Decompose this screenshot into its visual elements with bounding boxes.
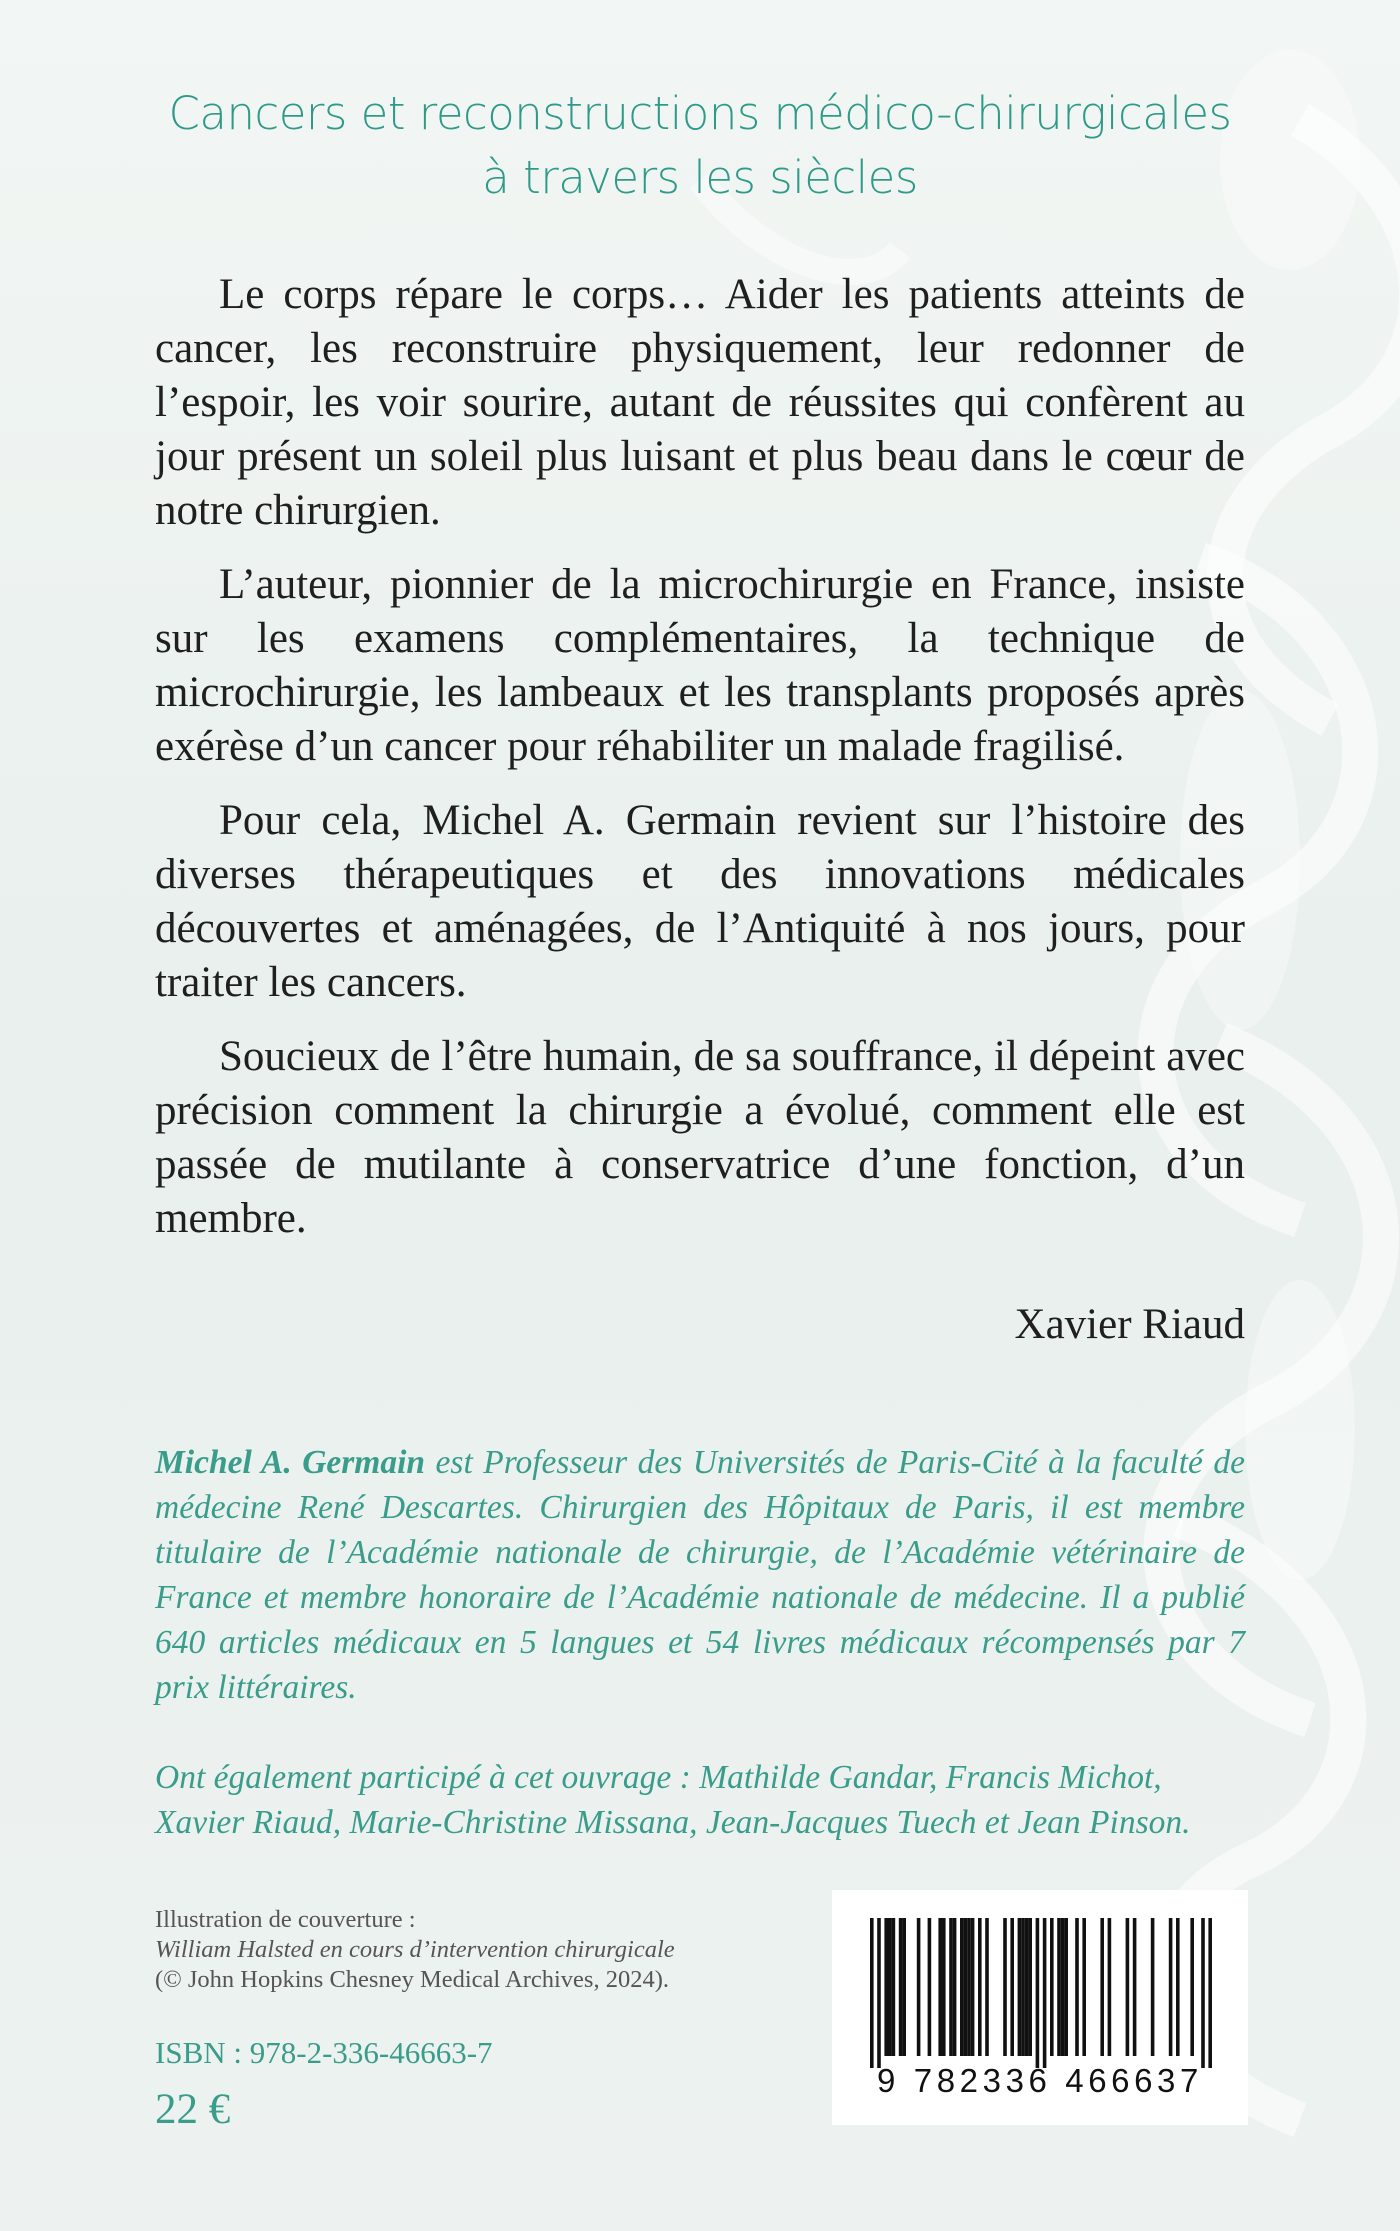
barcode-bar [938, 1918, 942, 2056]
barcode-bar [971, 1918, 975, 2056]
barcode-bar [1036, 1918, 1040, 2068]
barcode-bar [899, 1918, 903, 2056]
barcode-bar [1126, 1918, 1130, 2056]
barcode-bar [1010, 1918, 1014, 2056]
barcode-bar [1151, 1918, 1155, 2056]
blurb [155, 268, 1245, 1266]
barcode-bar [949, 1918, 953, 2056]
cover-credit-work: William Halsted en cours d’intervention chirurgicale [155, 1936, 675, 1963]
cover-credit-source: (© John Hopkins Chesney Medical Archives, 2024). [155, 1966, 669, 1993]
barcode-bar [1050, 1918, 1054, 2056]
barcode-bar [953, 1918, 957, 2056]
barcode-bar [985, 1918, 989, 2056]
barcode-bar [1028, 1918, 1032, 2056]
barcode-bar [902, 1918, 906, 2056]
barcode-bar [884, 1918, 888, 2056]
barcode [832, 1890, 1248, 2125]
barcode-bar [928, 1918, 932, 2056]
barcode-bar [1064, 1918, 1068, 2056]
barcode-bar [1043, 1918, 1047, 2068]
blurb-paragraph: Soucieux de l’être humain, de sa souffrance, il dépeint avec précision comment la chirurgie a évolué, comment elle est passée de mutilante à conservatrice d’une fonction, d’un membre. [155, 1033, 1245, 1242]
author-name: Michel A. Germain [155, 1444, 426, 1481]
isbn: ISBN : 978-2-336-46663-7 [155, 2035, 493, 2070]
barcode-bar [1201, 1918, 1205, 2068]
barcode-bar [1018, 1918, 1022, 2056]
barcode-bar [1075, 1918, 1079, 2056]
cover-credit-label: Illustration de couverture : [155, 1906, 416, 1933]
barcode-bar [942, 1918, 946, 2056]
book-title [100, 82, 1300, 210]
barcode-bar [1133, 1918, 1137, 2056]
barcode-bar [1061, 1918, 1065, 2056]
barcode-bar [1108, 1918, 1112, 2056]
barcode-bar [1003, 1918, 1007, 2056]
barcode-digits: 9 782336 466637 [877, 2062, 1203, 2099]
barcode-bar [870, 1918, 874, 2068]
barcode-bar [960, 1918, 964, 2056]
barcode-bar [877, 1918, 881, 2068]
barcode-bar [1021, 1918, 1025, 2056]
barcode-bar [967, 1918, 971, 2056]
barcode-bar [1100, 1918, 1104, 2056]
author-bio-text: est Professeur des Universités de Paris-Cité à la faculté de médecine René Descartes. Chirurgien des Hôpitaux de Paris, il est membre titulaire de l’Académie nationale de chirurgie, de l’Académie vétérinaire de France et membre honoraire de l’Académie nationale de médecine. Il a publié 640 articles médicaux en 5 langues et 54 livres médicaux récompensés par 7 prix littéraires. [155, 1444, 1246, 1706]
book-title-line1: Cancers et reconstructions médico-chirurgicales [168, 87, 1232, 140]
barcode-bar [978, 1918, 982, 2056]
cover-credit [155, 1905, 815, 1995]
book-title-line2: à travers les siècles [482, 151, 918, 204]
barcode-bar [888, 1918, 892, 2056]
contributors: Ont également participé à cet ouvrage : Mathilde Gandar, Francis Michot, Xavier Riaud, Marie-Christine Missana, Jean-Jacques Tuech et Jean Pinson. [155, 1759, 1191, 1841]
barcode-bar [1176, 1918, 1180, 2056]
price: 22 € [155, 2086, 231, 2133]
barcode-bar [1082, 1918, 1086, 2056]
blurb-signature: Xavier Riaud [1014, 1301, 1245, 1348]
blurb-paragraph: Pour cela, Michel A. Germain revient sur l’histoire des diverses thérapeutiques et des innovations médicales découvertes et aménagées, de l’Antiquité à nos jours, pour traiter les cancers. [155, 797, 1245, 1006]
blurb-paragraph: L’auteur, pionnier de la microchirurgie en France, insiste sur les examens complémentaires, la technique de microchirurgie, les lambeaux et les transplants proposés après exérèse d’un cancer pour réhabiliter un malade fragilisé. [155, 561, 1245, 770]
barcode-bar [1057, 1918, 1061, 2056]
barcode-bar [917, 1918, 921, 2056]
barcode-bar [1190, 1918, 1194, 2056]
blurb-paragraph: Le corps répare le corps… Aider les patients atteints de cancer, les reconstruire physiquement, leur redonner de l’espoir, les voir sourire, autant de réussites qui confèrent au jour présent un soleil plus luisant et plus beau dans le cœur de notre chirurgien. [155, 271, 1245, 534]
barcode-bar [1025, 1918, 1029, 2056]
barcode-bar [964, 1918, 968, 2056]
barcode-bar [1169, 1918, 1173, 2056]
author-bio [155, 1440, 1245, 1710]
barcode-bar [1208, 1918, 1212, 2068]
barcode-bar [892, 1918, 896, 2056]
